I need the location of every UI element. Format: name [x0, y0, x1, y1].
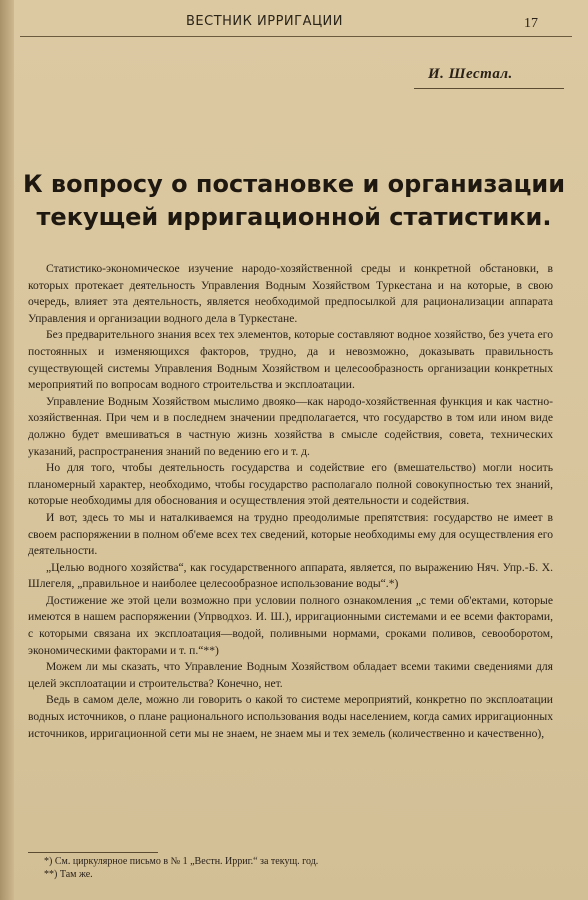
article-title-line-1: К вопросу о постановке и организации — [22, 170, 566, 198]
body-paragraph: Управление Водным Хозяйством мыслимо двояко—как народо-хозяйственная функция и как частно-хозяйственная. При чем и в последнем значении предполагается, что государство в том или ином виде должно будет вмешиваться в частную жизнь хозяйства в смысле содействия, совета, технических указаний, распространения знаний по ведению его и т. д. — [28, 394, 553, 458]
author-underline — [414, 88, 564, 89]
header-rule — [20, 36, 572, 37]
body-paragraph: Но для того, чтобы деятельность государства и содействие его (вмешательство) могли носить планомерный характер, необходимо, чтобы государство располагало полной совокупностью тех знаний, которые необходимы для обоснования и осуществления этой деятельности и содействия. — [28, 461, 553, 508]
body-paragraph: Достижение же этой цели возможно при условии полного ознакомления „с теми об'ектами, которые имеются в нашем распоряжении (Упрводхоз. И. Ш.), ирригационными системами и ее всеми факторами, с которыми связана их эксплоатация—водой, поливными нормами, сроками поливов, севооборотом, экономическими факторами и т. п.“**) — [28, 593, 553, 657]
article-author: И. Шестал. — [428, 66, 513, 82]
footnote-rule — [28, 852, 158, 853]
article-title-line-2: текущей ирригационной статистики. — [36, 203, 552, 231]
body-paragraph: „Целью водного хозяйства“, как государственного аппарата, является, по выражению Няч. Упр.-Б. Х. Шлегеля, „правильное и наиболее целесообразное использование воды“.*) — [28, 560, 553, 591]
journal-running-head: ВЕСТНИК ИРРИГАЦИИ — [186, 14, 344, 29]
body-paragraph: Статистико-экономическое изучение народо-хозяйственной среды и конкретной обстановки, в которых протекает деятельность Управления Водным Хозяйством Туркестана и на которые, в свою очередь, влияет эта деятельность, является необходимой предпосылкой для рационализации аппарата Управления и организации водного дела в Туркестане. — [28, 262, 553, 325]
article-title — [0, 168, 588, 234]
footnotes — [44, 855, 544, 881]
page-gutter-shadow — [0, 0, 14, 900]
body-paragraph: Можем ли мы сказать, что Управление Водным Хозяйством обладает всеми такими сведениями для целей эксплоатации и строительства? Конечно, нет. — [28, 660, 553, 690]
body-paragraph: Ведь в самом деле, можно ли говорить о какой то системе мероприятий, конкретно по эксплоатации водных источников, о плане рационального использования воды населением, когда самих ирригационных источников, ирригационной сети мы не знаем, не знаем мы и тех земель (количественно и качественно), — [28, 693, 553, 740]
body-paragraph: И вот, здесь то мы и наталкиваемся на трудно преодолимые препятствия: государство не имеет в своем распоряжении в полном об'еме всех тех сведений, которые необходимы ему для осуществления его деятельности. — [28, 510, 553, 558]
page-number: 17 — [524, 16, 538, 31]
article-body — [28, 261, 553, 742]
body-paragraph: Без предварительного знания всех тех элементов, которые составляют водное хозяйство, без учета его постоянных и изменяющихся факторов, трудно, да и невозможно, доказывать правильность существующей системы Управления Водным Хозяйством и целесообразность организации конкретных мероприятий по вопросам водного строительства и эксплоатации. — [28, 328, 553, 392]
footnote: **) Там же. — [44, 869, 93, 880]
footnote: *) См. циркулярное письмо в № 1 „Вестн. Ирриг.“ за текущ. год. — [44, 856, 319, 867]
